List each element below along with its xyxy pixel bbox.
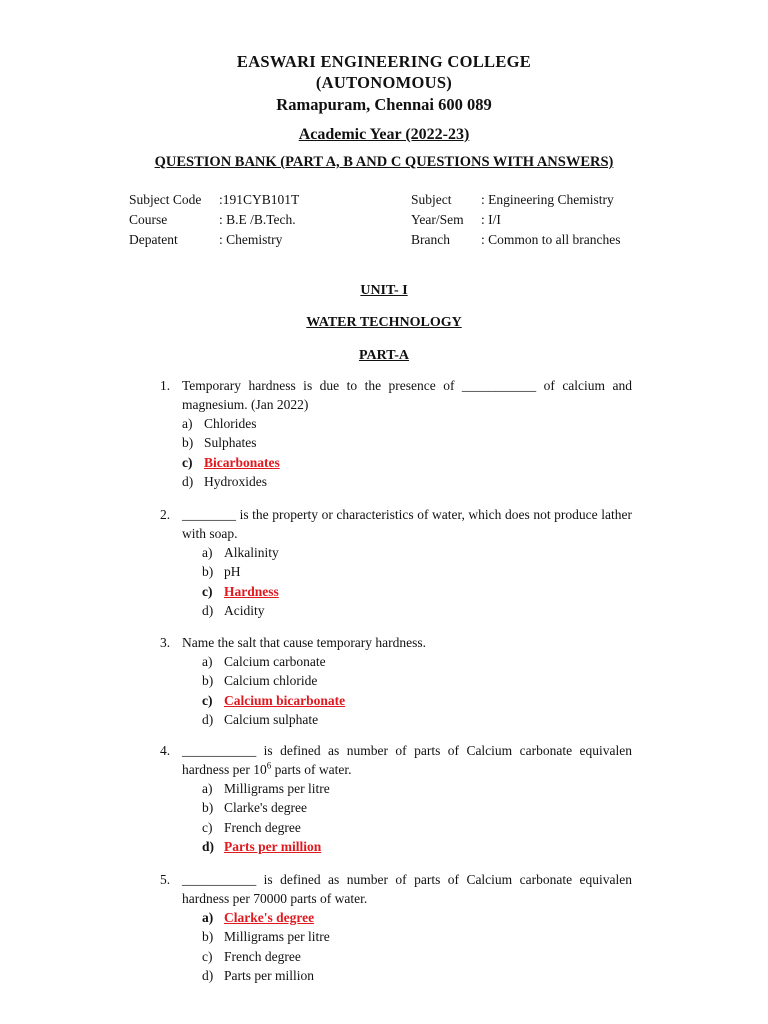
- question-2: [160, 505, 632, 620]
- unit-topic: WATER TECHNOLOGY: [306, 315, 462, 330]
- college-name: EASWARI ENGINEERING COLLEGE: [236, 52, 532, 71]
- option-a: a) Chlorides: [182, 416, 257, 431]
- option-c-answer: c) Calcium bicarbonate: [202, 692, 346, 708]
- meta-subject-code-label: Subject Code: [129, 192, 202, 207]
- question-text: Temporary hardness is due to the presence of ___________ of calcium and magnesium. (Jan 2022): [182, 378, 632, 412]
- meta-subject-label: Subject: [411, 192, 452, 207]
- option-b: b) Milligrams per litre: [202, 929, 330, 945]
- option-b: b) pH: [202, 564, 241, 580]
- option-d-answer: d) Parts per million: [202, 838, 322, 854]
- question-number: 1.: [160, 378, 171, 393]
- unit-title: UNIT- I: [360, 283, 408, 298]
- option-a: a) Calcium carbonate: [202, 654, 326, 669]
- option-c: c) French degree: [202, 819, 301, 835]
- meta-department-label: Depatent: [129, 232, 178, 247]
- meta-branch-value: : Common to all branches: [481, 232, 621, 247]
- meta-subject-code-value: :191CYB101T: [219, 192, 300, 207]
- option-b: b) Clarke's degree: [202, 800, 308, 816]
- option-c: c) French degree: [202, 948, 301, 964]
- question-text: ___________ is defined as number of parts of Calcium carbonate equivalen hardness per $10^6$ parts of water.: [182, 743, 632, 777]
- question-3: [160, 633, 632, 729]
- option-a: a) Milligrams per litre: [202, 781, 330, 796]
- question-number: 3.: [160, 635, 171, 650]
- meta-year-sem-label: Year/Sem: [411, 212, 464, 227]
- part-title: PART-A: [358, 348, 410, 363]
- option-b: b) Sulphates: [182, 435, 257, 451]
- college-status: (AUTONOMOUS): [315, 73, 453, 92]
- option-a: a) Alkalinity: [202, 545, 279, 560]
- question-number: 5.: [160, 872, 171, 887]
- question-text: ________ is the property or characteristics of water, which does not produce lather with soap.: [182, 507, 632, 541]
- option-list: [202, 908, 632, 985]
- college-location: Ramapuram, Chennai 600 089: [276, 95, 492, 114]
- superscript: 6: [266, 760, 272, 771]
- option-d: d) Hydroxides: [182, 473, 267, 489]
- meta-year-sem-value: : I/I: [481, 212, 501, 227]
- option-b: b) Calcium chloride: [202, 673, 318, 689]
- question-text: ___________ is defined as number of parts of Calcium carbonate equivalen hardness per 70000 parts of water.: [182, 872, 632, 906]
- option-list: [182, 414, 632, 491]
- meta-department-value: : Chemistry: [219, 232, 283, 247]
- question-bank-title: QUESTION BANK (PART A, B AND C QUESTIONS WITH ANSWERS): [154, 154, 614, 170]
- option-d: d) Acidity: [202, 602, 265, 618]
- option-c-answer: c) Hardness: [202, 583, 279, 599]
- option-d: d) Parts per million: [202, 967, 314, 983]
- question-number: 2.: [160, 507, 171, 522]
- question-1: [160, 376, 632, 491]
- meta-branch-label: Branch: [411, 232, 450, 247]
- option-c-answer: c) Bicarbonates: [182, 454, 280, 470]
- question-5: [160, 870, 632, 985]
- question-number: 4.: [160, 743, 171, 758]
- option-a-answer: a) Clarke's degree: [202, 910, 315, 925]
- meta-course-label: Course: [129, 212, 168, 227]
- academic-year: Academic Year (2022-23): [298, 126, 470, 143]
- meta-course-value: : B.E /B.Tech.: [219, 212, 296, 227]
- option-list: [202, 779, 632, 856]
- question-4: [160, 741, 632, 856]
- option-d: d) Calcium sulphate: [202, 711, 319, 727]
- option-list: [202, 652, 632, 729]
- meta-subject-value: : Engineering Chemistry: [481, 192, 614, 207]
- question-text: Name the salt that cause temporary hardness.: [182, 635, 427, 650]
- option-list: [202, 543, 632, 620]
